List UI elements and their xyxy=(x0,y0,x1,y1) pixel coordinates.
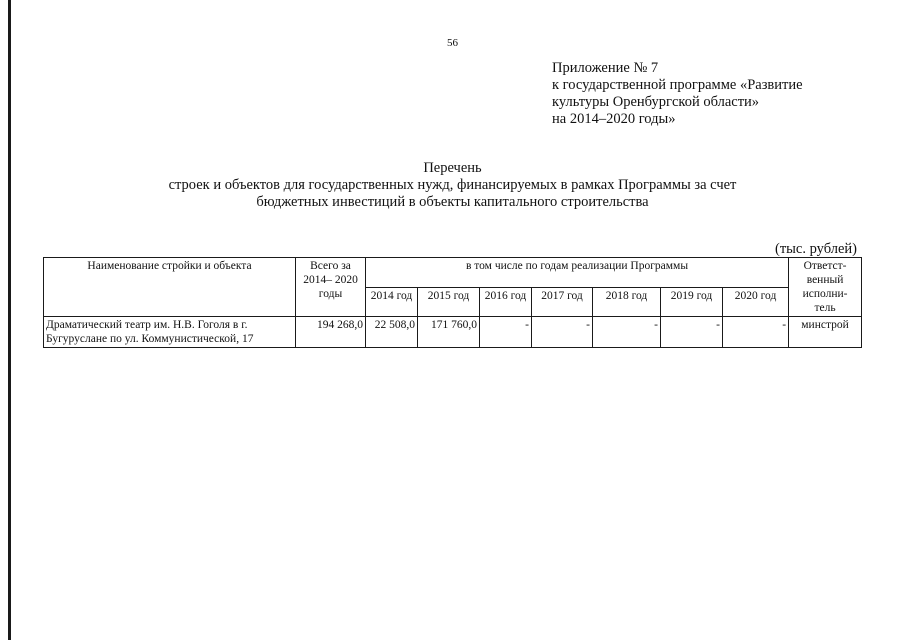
header-name: Наименование стройки и объекта xyxy=(44,258,296,317)
cell-2015: 171 760,0 xyxy=(418,317,480,348)
header-year-2014: 2014 год xyxy=(366,287,418,317)
cell-2014: 22 508,0 xyxy=(366,317,418,348)
document-title xyxy=(0,160,905,211)
appendix-line-2: к государственной программе «Развитие xyxy=(552,77,803,93)
page-number: 56 xyxy=(447,37,458,49)
title-line-3: бюджетных инвестиций в объекты капитального строительства xyxy=(256,194,649,210)
appendix-note xyxy=(552,60,882,128)
cell-2016: - xyxy=(480,317,532,348)
table-header-row xyxy=(44,258,862,288)
header-year-2018: 2018 год xyxy=(593,287,661,317)
table-row xyxy=(44,317,862,348)
header-year-2016: 2016 год xyxy=(480,287,532,317)
page-left-border xyxy=(8,0,11,640)
appendix-line-4: на 2014–2020 годы» xyxy=(552,111,676,127)
cell-2017: - xyxy=(532,317,593,348)
appendix-line-1: Приложение № 7 xyxy=(552,60,659,76)
cell-2018: - xyxy=(593,317,661,348)
cell-2019: - xyxy=(661,317,723,348)
units-label: (тыс. рублей) xyxy=(775,241,857,257)
header-responsible: Ответст- венный исполни- тель xyxy=(789,258,862,317)
cell-responsible: минстрой xyxy=(789,317,862,348)
header-year-2015: 2015 год xyxy=(418,287,480,317)
header-year-2020: 2020 год xyxy=(723,287,789,317)
appendix-line-3: культуры Оренбургской области» xyxy=(552,94,760,110)
header-year-2017: 2017 год xyxy=(532,287,593,317)
header-year-2019: 2019 год xyxy=(661,287,723,317)
header-total: Всего за 2014– 2020 годы xyxy=(296,258,366,317)
header-by-years: в том числе по годам реализации Программы xyxy=(366,258,789,288)
title-line-2: строек и объектов для государственных нужд, финансируемых в рамках Программы за счет xyxy=(168,177,737,193)
title-line-1: Перечень xyxy=(423,160,482,176)
cell-2020: - xyxy=(723,317,789,348)
cell-total: 194 268,0 xyxy=(296,317,366,348)
objects-table xyxy=(43,257,862,348)
cell-object-name: Драматический театр им. Н.В. Гоголя в г. Бугуруслане по ул. Коммунистической, 17 xyxy=(44,317,296,348)
